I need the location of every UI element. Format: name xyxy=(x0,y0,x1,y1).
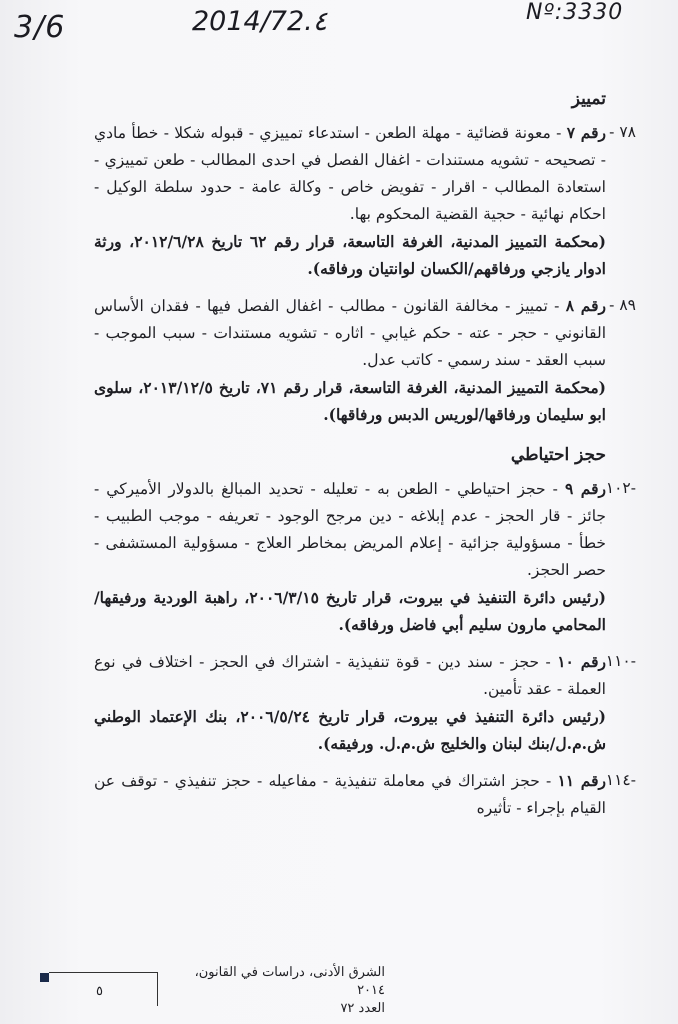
entry-lead: رقم ١٠ xyxy=(557,652,606,671)
entry-citation: (محكمة التمييز المدنية، الغرفة التاسعة، قرار رقم ٧١، تاريخ ٢٠١٣/١٢/٥، سلوى ابو سليمان ورفاقها/لوريس الدبس ورفاقها). xyxy=(94,378,606,424)
entry-10 xyxy=(94,648,636,757)
entry-body xyxy=(94,292,606,374)
entry-text: - حجز - سند دين - قوة تنفيذية - اشتراك في الحجز - اختلاف في نوع العملة - عقد تأمين. xyxy=(94,653,606,698)
page-number: ٥ xyxy=(96,984,103,999)
entry-number: -١٠٢ xyxy=(605,479,636,497)
entry-number: -١١٠ xyxy=(605,652,636,670)
entry-lead: رقم ١١ xyxy=(557,771,606,790)
entry-number: -١١٤ xyxy=(605,771,636,789)
handwritten-left-note: 3/6 xyxy=(14,10,66,45)
page-footer xyxy=(40,962,600,1016)
entry-body xyxy=(94,119,606,228)
entry-citation: (محكمة التمييز المدنية، الغرفة التاسعة، قرار رقم ٦٢ تاريخ ٢٠١٢/٦/٢٨، ورثة ادوار يازجي ورفاقهم/الكسان لوانتيان ورفاقه). xyxy=(94,232,606,278)
entry-body xyxy=(94,475,606,584)
entry-body xyxy=(94,767,606,822)
entry-lead: رقم ٩ xyxy=(564,479,606,498)
entry-text: - تمييز - مخالفة القانون - مطالب - اغفال الفصل فيها - فقدان الأساس القانوني - حجر - عته - حكم غيابي - اثاره - تشويه مستندات - سبب الموجب - سبب العقد - سند رسمي - كاتب عدل. xyxy=(94,297,606,369)
footer-issue-number: العدد ٧٢ xyxy=(340,1001,385,1016)
entry-body xyxy=(94,648,606,703)
handwritten-right-note: Nº:3330 xyxy=(526,0,624,25)
document-content xyxy=(94,86,636,832)
handwritten-center-note: 2014/72.٤ xyxy=(192,6,328,37)
section-title-tamyiz: تمييز xyxy=(571,89,606,109)
footer-journal-info xyxy=(165,964,385,1018)
entry-8 xyxy=(94,292,636,428)
entry-number: ٨٩ - xyxy=(609,296,636,314)
entry-number: ٧٨ - xyxy=(609,123,636,141)
entry-7 xyxy=(94,119,636,282)
entry-11 xyxy=(94,767,636,822)
footer-square-marker xyxy=(40,973,49,982)
entry-lead: رقم ٧ xyxy=(566,123,607,142)
entry-lead: رقم ٨ xyxy=(565,296,607,315)
entry-text: - حجز اشتراك في معاملة تنفيذية - مفاعيله - حجز تنفيذي - توقف عن القيام بإجراء - تأثيره xyxy=(94,772,606,817)
footer-rule-horizontal xyxy=(49,972,157,973)
footer-rule-vertical xyxy=(157,972,158,1006)
footer-journal-title: الشرق الأدنى، دراسات في القانون، ٢٠١٤ xyxy=(194,965,385,998)
entry-9 xyxy=(94,475,636,638)
entry-text: - حجز احتياطي - الطعن به - تعليله - تحديد المبالغ بالدولار الأميركي - جائز - قار الحجز - عدم إبلاغه - دين مرجح الوجود - تعريفه - موجب الطبيب - خطأ - مسؤولية جزائية - إعلام المريض بمخاطر العلاج - مسؤولية المستشفى - حصر الحجز. xyxy=(94,480,606,579)
entry-citation: (رئيس دائرة التنفيذ في بيروت، قرار تاريخ ٢٠٠٦/٥/٢٤، بنك الإعتماد الوطني ش.م.ل/بنك لبنان والخليج ش.م.ل. ورفيقه). xyxy=(94,707,606,753)
entry-text: - معونة قضائية - مهلة الطعن - استدعاء تمييزي - قبوله شكلا - خطأ مادي - تصحيحه - تشويه مستندات - اغفال الفصل في احدى المطالب - طعن تمييزي - استعادة المطالب - اقرار - تفويض خاص - وكالة عامة - حدود سلطة الوكيل - احكام نهائية - حجية القضية المحكوم بها. xyxy=(94,124,606,223)
entry-citation: (رئيس دائرة التنفيذ في بيروت، قرار تاريخ ٢٠٠٦/٣/١٥، راهبة الوردية ورفيقها/المحامي مارون سليم أبي فاضل ورفاقه). xyxy=(94,588,606,634)
section-title-hajz-ihtiyati: حجز احتياطي xyxy=(510,445,606,465)
